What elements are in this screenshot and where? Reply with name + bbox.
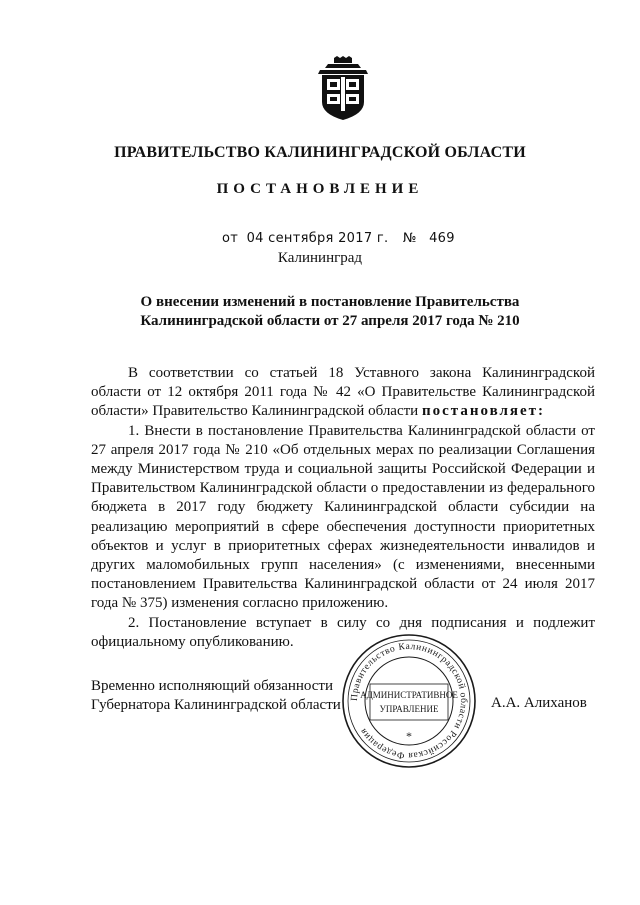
document-date: 04 сентября 2017 г.: [246, 231, 389, 246]
subject-line-2: Калининградской области от 27 апреля 2017 года № 210: [140, 313, 520, 329]
coat-of-arms-emblem: [314, 56, 372, 122]
stamp-star: *: [406, 729, 412, 743]
date-prefix: от: [222, 231, 239, 246]
government-name: ПРАВИТЕЛЬСТВО КАЛИНИНГРАДСКОЙ ОБЛАСТИ: [114, 144, 526, 161]
intro-paragraph: [91, 364, 595, 422]
item-1-paragraph: 1. Внести в постановление Правительства Калининградской области от 27 апреля 2017 года № 210 «Об отдельных мерах по реализации Соглашения между Министерством труда и социальной защиты Российской Федерации и Правительством Калининградской области о предоставлении из федерального бюджета в 2017 году бюджету Калининградской области субсидии на реализацию мероприятий в сфере обеспечения доступности приоритетных объектов и услуг в приоритетных сферах жизнедеятельности инвалидов и других маломобильных групп населения» (с изменениями, внесенными постановлением Правительства Калининградской области от 24 июля 2017 года № 375) изменения согласно приложению.: [91, 422, 595, 612]
city-name: Калининград: [277, 250, 363, 266]
document-number: 469: [429, 231, 455, 246]
subject-line-1: О внесении изменений в постановление Правительства: [140, 294, 520, 310]
official-seal-stamp: [340, 632, 478, 770]
signer-position-line-1: Временно исполняющий обязанности: [91, 678, 334, 694]
signer-name: А.А. Алиханов: [491, 695, 587, 711]
date-number-line: [222, 231, 459, 246]
intro-text: В соответствии со статьей 18 Уставного закона Калининградской области от 12 октября 2011 года № 42 «О Правительстве Калининградской области» Правительство Калининградской области: [91, 365, 595, 420]
document-body: [91, 364, 595, 652]
resolves-word: постановляет:: [421, 403, 546, 420]
signer-position: [91, 677, 341, 715]
document-type: ПОСТАНОВЛЕНИЕ: [216, 181, 424, 197]
stamp-center-line-1: АДМИНИСТРАТИВНОЕ: [360, 690, 458, 700]
stamp-center-line-2: УПРАВЛЕНИЕ: [379, 704, 439, 714]
item-2-paragraph: 2. Постановление вступает в силу со дня подписания и подлежит официальному опубликованию.: [91, 614, 595, 650]
stamp-ring-text: Правительство Калининградской области Российская Федерация: [349, 641, 469, 761]
number-sign: №: [402, 231, 417, 246]
signer-position-line-2: Губернатора Калининградской области: [91, 697, 341, 713]
document-subject: [100, 293, 560, 331]
